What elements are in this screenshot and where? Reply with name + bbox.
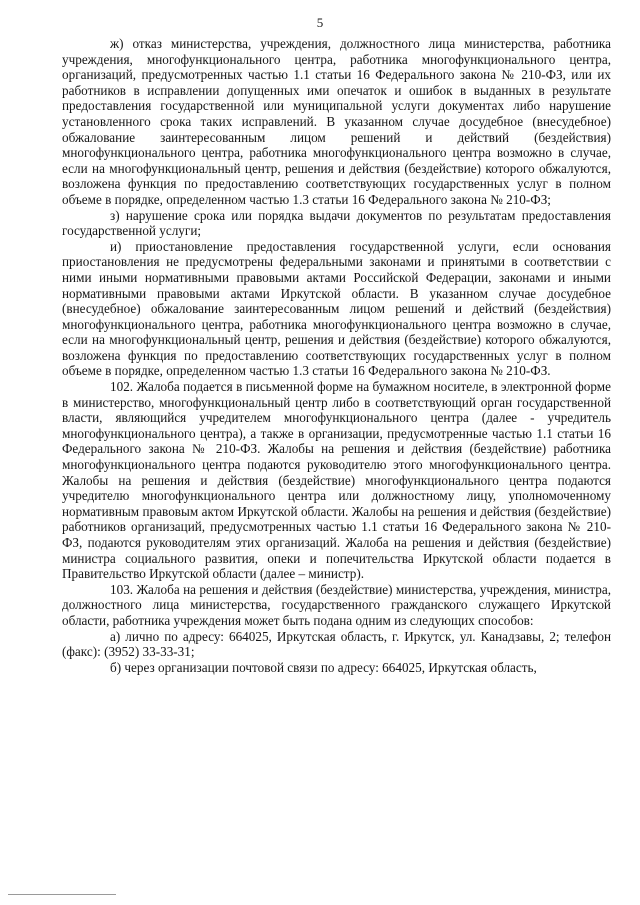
footer-rule <box>8 894 116 895</box>
paragraph-102: 102. Жалоба подается в письменной форме на бумажном носителе, в электронной форме в министерство, многофункциональный центр либо в соответствующий орган государственной власти, являющийся учредителем многофункционального центра (далее - учредитель многофункционального центра), а также в организации, предусмотренные частью 1.1 статьи 16 Федерального закона № 210-ФЗ. Жалобы на решения и действия (бездействие) работника многофункционального центра подаются руководителю этого многофункционального центра. Жалобы на решения и действия (бездействие) многофункционального центра подаются учредителю многофункционального центра или должностному лицу, уполномоченному нормативным правовым актом Иркутской области. Жалобы на решения и действия (бездействие) работников организаций, предусмотренных частью 1.1 статьи 16 Федерального закона № 210-ФЗ, подаются руководителям этих организаций. Жалоба на решения и действия (бездействие) министра социального развития, опеки и попечительства Иркутской области подается в Правительство Иркутской области (далее – министр). <box>62 379 611 582</box>
paragraph-z: з) нарушение срока или порядка выдачи документов по результатам предоставления государственной услуги; <box>62 207 611 239</box>
paragraph-i: и) приостановление предоставления государственной услуги, если основания приостановления не предусмотрены федеральными законами и принятыми в соответствии с ними иными нормативными правовыми актами Российской Федерации, законами и иными нормативными правовыми актами Иркутской области. В указанном случае досудебное (внесудебное) обжалование заинтересованным лицом решений и действий (бездействия) многофункционального центра, работника многофункционального центра возможно в случае, если на многофункциональный центр, решения и действия (бездействие) которого обжалуются, возложена функция по предоставлению соответствующих государственных услуг в полном объеме в порядке, определенном частью 1.3 статьи 16 Федерального закона № 210-ФЗ. <box>62 238 611 379</box>
paragraph-a: а) лично по адресу: 664025, Иркутская область, г. Иркутск, ул. Канадзавы, 2; телефон (факс): (3952) 33-33-31; <box>62 628 611 660</box>
document-body <box>62 36 611 675</box>
paragraph-b: б) через организации почтовой связи по адресу: 664025, Иркутская область, <box>110 659 537 675</box>
page-number: 5 <box>316 15 324 30</box>
paragraph-zh: ж) отказ министерства, учреждения, должностного лица министерства, работника учреждения, многофункционального центра, работника многофункционального центра, организаций, предусмотренных частью 1.1 статьи 16 Федерального закона № 210-ФЗ, или их работников в исправлении допущенных ими опечаток и ошибок в выданных в результате предоставления государственной или муниципальной услуги документах либо нарушение установленного срока таких исправлений. В указанном случае досудебное (внесудебное) обжалование заинтересованным лицом решений и действий (бездействия) многофункционального центра, работника многофункционального центра возможно в случае, если на многофункциональный центр, решения и действия (бездействие) которого обжалуются, возложена функция по предоставлению соответствующих государственных услуг в полном объеме в порядке, определенном частью 1.3 статьи 16 Федерального закона № 210-ФЗ; <box>62 36 611 207</box>
paragraph-103: 103. Жалоба на решения и действия (бездействие) министерства, учреждения, министра, должностного лица министерства, государственного гражданского служащего Иркутской области, работника учреждения может быть подана одним из следующих способов: <box>62 581 611 628</box>
